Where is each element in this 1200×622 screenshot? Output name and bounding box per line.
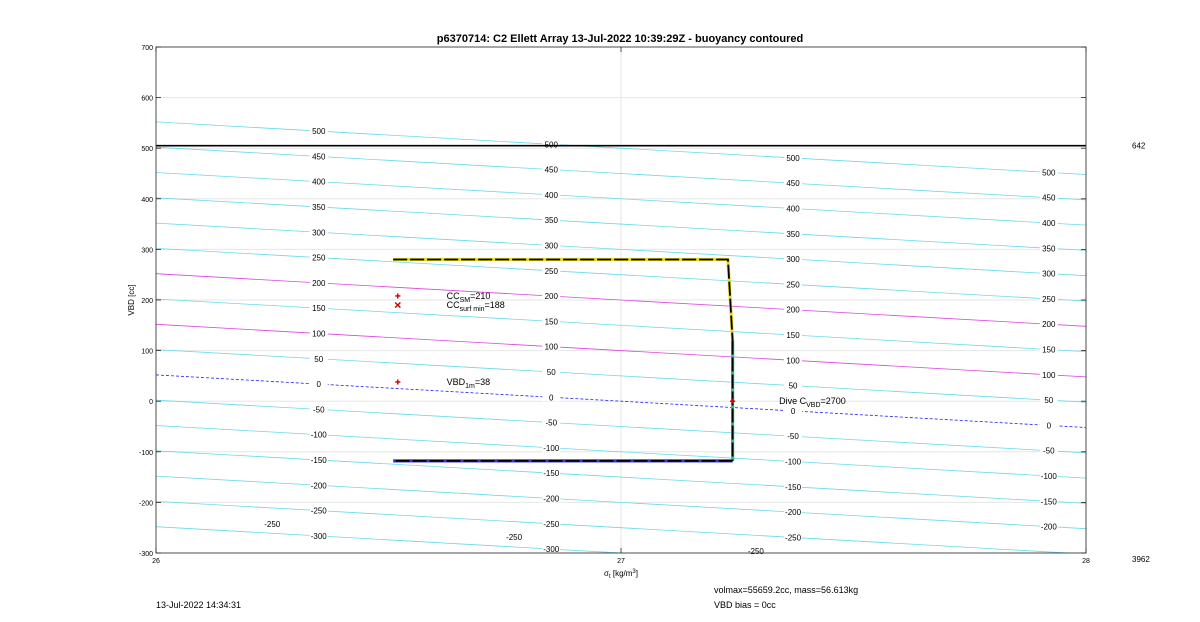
y-tick-label: 100: [141, 348, 153, 356]
contour-label: -50: [545, 418, 558, 428]
contour-label: 300: [544, 241, 558, 251]
contour-label: 100: [312, 329, 326, 339]
contour-label: 150: [1042, 345, 1056, 355]
contour-label: -100: [310, 430, 327, 440]
contour-label: 150: [786, 331, 800, 341]
contour-label: 50: [788, 381, 798, 391]
contour-label: 250: [786, 280, 800, 290]
contour-label: 300: [312, 228, 326, 238]
contour-label: 150: [312, 304, 326, 314]
y-tick-label: 600: [141, 95, 153, 103]
y-axis-label: VBD [cc]: [127, 284, 136, 316]
annotation-rest: =2700: [820, 396, 846, 407]
contour-label: 0: [549, 393, 554, 403]
contour-label: -50: [312, 405, 325, 415]
contour-label: -50: [787, 432, 799, 442]
y-tick-label: 300: [141, 247, 153, 255]
contour-label: -100: [543, 443, 560, 453]
contour-label: -150: [310, 455, 327, 465]
contour-label: -200: [1040, 522, 1057, 532]
contour-label: 0: [790, 406, 796, 416]
x-label-units: [kg/m: [610, 569, 633, 578]
contour-label: 400: [544, 190, 558, 200]
annotation-sub: VBD: [806, 402, 821, 410]
footer-volmax: volmax=55659.2cc, mass=56.613kg: [714, 585, 859, 595]
chart-title: p6370714: C2 Ellett Array 13-Jul-2022 10:39:29Z - buoyancy contoured: [436, 33, 804, 45]
contour-label: -150: [1040, 497, 1057, 507]
x-label-symbol: σ: [604, 569, 609, 578]
annotation-rest: =210: [470, 290, 491, 301]
contour-label: -200: [310, 481, 327, 491]
x-label-sup: 3: [632, 569, 636, 575]
y-tick-label: 0: [149, 399, 153, 407]
contour-label: -250: [747, 546, 764, 556]
annotation-rest: =38: [474, 376, 491, 387]
annotation-main: VBD: [446, 376, 466, 387]
contour-label: -250: [310, 506, 327, 516]
contour-label: 300: [786, 255, 800, 265]
contour-label: 50: [1044, 396, 1054, 406]
contour-label: 350: [786, 229, 800, 239]
contour-label: 100: [1042, 370, 1056, 380]
contour-label: 50: [546, 367, 556, 377]
y-tick-label: -200: [138, 500, 153, 508]
contour-label: 0: [1046, 421, 1052, 431]
x-label-sub: t: [608, 574, 611, 580]
annotation-main: CC: [446, 300, 460, 311]
footer-timestamp: 13-Jul-2022 14:34:31: [156, 600, 242, 610]
contour-label: 250: [312, 253, 326, 263]
contour-label: -300: [543, 545, 560, 555]
contour-label: 500: [786, 153, 800, 163]
y-tick-label: 400: [141, 196, 153, 204]
contour-label: 350: [1042, 244, 1056, 254]
contour-label: 500: [312, 127, 326, 137]
bottom-right-label: 3962: [1132, 555, 1150, 564]
annotation-rest: =188: [484, 300, 505, 311]
hline-right-label: 642: [1132, 141, 1146, 151]
contour-label: 200: [312, 278, 326, 288]
contour-label: 250: [544, 266, 558, 276]
contour-label: -150: [785, 482, 802, 492]
contour-label: -50: [1043, 446, 1055, 456]
contour-label: 0: [316, 380, 321, 390]
contour-label: -250: [506, 532, 523, 542]
annotation-sub: SM: [459, 296, 471, 304]
x-tick-label: 27: [617, 558, 625, 565]
contour-label: 350: [544, 216, 558, 226]
x-label-end: ]: [635, 569, 638, 578]
annotation-sub: surf min: [459, 306, 485, 314]
contour-label: -100: [785, 457, 802, 467]
contour-label: 200: [786, 305, 800, 315]
x-axis-label: [604, 569, 638, 580]
annotation-sub: 1m: [465, 382, 475, 390]
footer-vbd-bias: VBD bias = 0cc: [714, 600, 776, 610]
y-tick-label: 500: [141, 146, 153, 154]
x-tick-label: 28: [1082, 558, 1090, 565]
contour-label: 100: [544, 342, 558, 352]
contour-label: -200: [785, 508, 802, 518]
contour-label: -250: [264, 520, 281, 530]
contour-label: 450: [312, 152, 326, 162]
annotation-main: Dive C: [779, 396, 807, 407]
y-tick-label: -300: [138, 551, 153, 558]
contour-label: 500: [544, 140, 558, 150]
contour-label: 150: [544, 317, 558, 327]
contour-label: 300: [1042, 269, 1056, 279]
contour-label: 450: [1042, 193, 1056, 203]
contour-label: 400: [312, 177, 326, 187]
contour-label: 350: [312, 202, 326, 212]
y-tick-label: 200: [141, 298, 153, 305]
y-tick-label: 700: [141, 45, 153, 52]
contour-label: 200: [1042, 320, 1056, 330]
contour-label: -250: [543, 519, 560, 529]
contour-label: 400: [1042, 219, 1056, 229]
x-tick-label: 26: [152, 558, 160, 565]
contour-label: 50: [314, 354, 324, 364]
contour-label: -150: [543, 469, 560, 479]
contour-label: 450: [786, 179, 800, 189]
contour-label: -300: [310, 531, 327, 541]
contour-label: 200: [544, 292, 558, 302]
y-tick-label: -100: [138, 449, 153, 457]
contour-label: 400: [786, 204, 800, 214]
contour-label: 500: [1042, 168, 1056, 178]
contour-label: -200: [543, 494, 560, 504]
contour-label: -250: [785, 533, 802, 543]
contour-label: 100: [786, 356, 800, 366]
annotation-main: CC: [446, 290, 460, 301]
contour-label: 450: [544, 165, 558, 175]
contour-label: -100: [1040, 472, 1057, 482]
contour-label: 250: [1042, 294, 1056, 304]
